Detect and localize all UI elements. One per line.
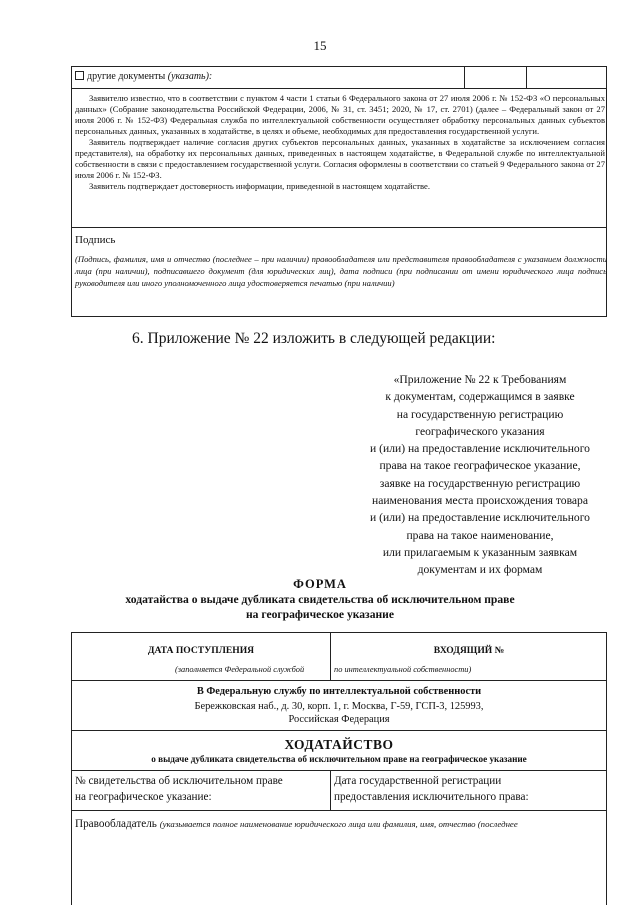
form-subtitle-line: ходатайства о выдаче дубликата свидетельства об исключительном праве bbox=[125, 593, 515, 606]
signature-label: Подпись bbox=[75, 234, 116, 246]
checkbox-icon[interactable] bbox=[75, 71, 84, 80]
signature-note: (Подпись, фамилия, имя и отчество (последнее – при наличии) правообладателя или представителя правообладателя с указанием должности лица (при наличии), подписавшего документ (для юридических лиц), дата подписи (при подписании от имени юридического лица подпись руководителя или иного уполномоченного лица удостоверяется печатью (при наличии) bbox=[75, 254, 607, 289]
owner-hint: (указывается полное наименование юридического лица или фамилия, имя, отчество (последнее bbox=[159, 819, 518, 829]
form-title: ФОРМА bbox=[293, 577, 347, 591]
filled-by-note: по интеллектуальной собственности) bbox=[334, 665, 472, 674]
consent-text bbox=[75, 93, 605, 192]
addendum-line: и (или) на предоставление исключительного bbox=[370, 511, 590, 525]
petition-title: ХОДАТАЙСТВО bbox=[284, 737, 394, 752]
other-docs-row bbox=[72, 67, 606, 89]
column-divider bbox=[464, 67, 465, 88]
other-docs-hint: (указать): bbox=[167, 71, 213, 82]
reg-date-line: Дата государственной регистрации bbox=[334, 775, 502, 787]
addendum-block bbox=[330, 371, 630, 579]
incoming-no-label: ВХОДЯЩИЙ № bbox=[433, 645, 505, 656]
date-received-label: ДАТА ПОСТУПЛЕНИЯ bbox=[147, 645, 255, 656]
column-divider bbox=[330, 770, 331, 810]
other-docs-cell bbox=[75, 71, 212, 82]
column-divider bbox=[526, 67, 527, 88]
registration-date-label bbox=[334, 774, 529, 805]
addendum-line: наименования места происхождения товара bbox=[372, 494, 588, 508]
addendum-line: или прилагаемым к указанным заявкам bbox=[382, 545, 578, 559]
addendum-line: на государственную регистрацию bbox=[396, 407, 564, 421]
row-divider bbox=[72, 770, 606, 771]
row-divider bbox=[72, 227, 606, 228]
reg-date-line: предоставления исключительного права: bbox=[334, 790, 529, 803]
addressee: В Федеральную службу по интеллектуальной собственности bbox=[196, 686, 482, 697]
petition-subtitle: о выдаче дубликата свидетельства об исключительном праве на географическое указание bbox=[151, 754, 527, 764]
petition-form bbox=[71, 632, 607, 905]
filled-by-note: (заполняется Федеральной службой bbox=[175, 665, 305, 674]
row-divider bbox=[72, 810, 606, 811]
page-number: 15 bbox=[313, 38, 327, 53]
other-docs-label: другие документы bbox=[87, 71, 166, 82]
address-line: Российская Федерация bbox=[288, 714, 390, 725]
addendum-line: и (или) на предоставление исключительного bbox=[370, 442, 590, 456]
addendum-line: к документам, содержащимся в заявке bbox=[385, 390, 575, 404]
owner-row bbox=[75, 818, 605, 830]
addendum-line: «Приложение № 22 к Требованиям bbox=[393, 373, 567, 386]
consent-table bbox=[71, 66, 607, 317]
cert-label-line: № свидетельства об исключительном праве bbox=[75, 775, 283, 787]
addendum-line: документам и их формам bbox=[417, 563, 543, 577]
cert-label-line: на географическое указание: bbox=[75, 790, 212, 803]
form-subtitle bbox=[80, 592, 560, 622]
amendment-heading: 6. Приложение № 22 изложить в следующей редакции: bbox=[132, 330, 496, 347]
addendum-line: заявке на государственную регистрацию bbox=[379, 476, 581, 490]
row-divider bbox=[72, 730, 606, 731]
address-line: Бережковская наб., д. 30, корп. 1, г. Москва, Г-59, ГСП-3, 125993, bbox=[194, 701, 484, 712]
consent-paragraph: Заявитель подтверждает достоверность информации, приведенной в настоящем ходатайстве. bbox=[89, 181, 431, 192]
consent-paragraph: Заявитель подтверждает наличие согласия других субъектов персональных данных, указанных в ходатайстве за исключением согласия представителя), на обработку их персональных данных, приведенных в настоящем ходатайстве, в Федеральной службе по интеллектуальной собственности в связи с предоставлением государственной услуги. Согласия оформлены в соответствии со статьей 9 Федерального закона от 27 июля 2006 г. № 152-ФЗ. bbox=[75, 137, 605, 181]
addendum-line: права на такое наименование, bbox=[406, 528, 554, 542]
certificate-number-label bbox=[75, 774, 283, 805]
addendum-line: права на такое географическое указание, bbox=[379, 459, 581, 473]
column-divider bbox=[330, 633, 331, 680]
owner-label: Правообладатель bbox=[75, 818, 157, 830]
row-divider bbox=[72, 680, 606, 681]
consent-paragraph: Заявителю известно, что в соответствии с пунктом 4 части 1 статьи 6 Федерального закона от 27 июля 2006 г. № 152-ФЗ «О персональных данных» (Собрание законодательства Российской Федерации, 2006, № 31, ст. 3451; 2020, № 17, ст. 2701) (далее – Федеральный закон от 27 июля 2006 г. № 152-ФЗ) Федеральная служба по интеллектуальной собственности осуществляет обработку персональных данных субъектов персональных данных, указанных в ходатайстве, в целях и объеме, необходимых для предоставления государственной услуги. bbox=[75, 93, 605, 137]
addendum-line: географического указания bbox=[415, 424, 545, 438]
form-subtitle-line: на географическое указание bbox=[245, 608, 395, 621]
